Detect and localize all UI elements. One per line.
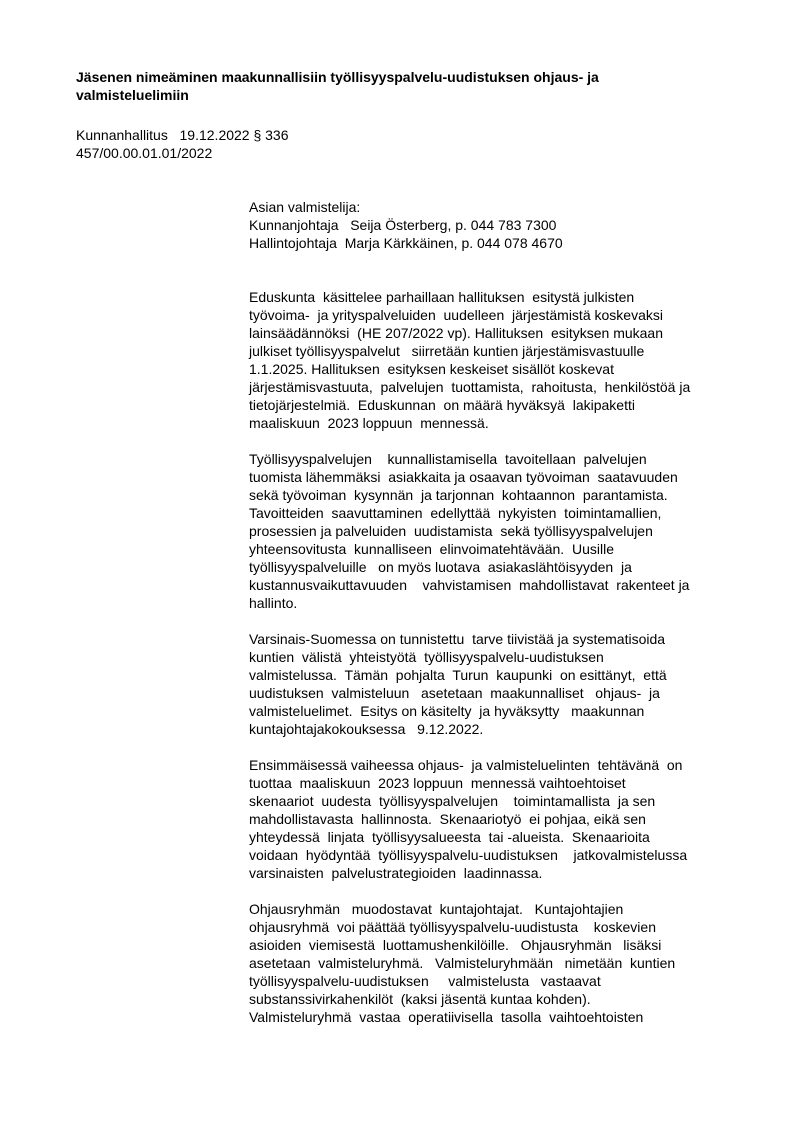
- title-line: valmisteluelimiin: [76, 87, 189, 103]
- record-id: 457/00.00.01.01/2022: [76, 145, 213, 161]
- paragraph-line: sekä työvoiman kysynnän ja tarjonnan kohtaannon parantamista.: [249, 487, 668, 503]
- paragraph-line: työvoima- ja yrityspalveluiden uudelleen järjestämistä koskevaksi: [249, 307, 663, 323]
- paragraph-line: tietojärjestelmiä. Eduskunnan on määrä hyväksyä lakipaketti: [249, 397, 635, 413]
- paragraph-line: Tavoitteiden saavuttaminen edellyttää nykyisten toimintamallien,: [249, 505, 662, 521]
- body-paragraph: [249, 756, 739, 882]
- paragraph-line: voidaan hyödyntää työllisyyspalvelu-uudistuksen jatkovalmistelussa: [249, 847, 688, 863]
- paragraph-line: yhteensovitusta kunnalliseen elinvoimatehtävään. Uusille: [249, 541, 614, 557]
- paragraph-line: Valmisteluryhmä vastaa operatiivisella tasolla vaihtoehtoisten: [249, 1009, 644, 1025]
- preparer-line: Kunnanjohtaja Seija Österberg, p. 044 783 7300: [249, 217, 557, 233]
- paragraph-line: työllisyyspalvelu-uudistuksen valmistelusta vastaavat: [249, 973, 601, 989]
- paragraph-line: kuntien välistä yhteistyötä työllisyyspalvelu-uudistuksen: [249, 649, 604, 665]
- paragraph-line: 1.1.2025. Hallituksen esityksen keskeiset sisällöt koskevat: [249, 361, 614, 377]
- paragraph-line: uudistuksen valmisteluun asetetaan maakunnalliset ohjaus- ja: [249, 685, 660, 701]
- preparer-heading: Asian valmistelija:: [249, 199, 361, 215]
- paragraph-line: mahdollistavasta hallinnosta. Skenaariotyö ei pohjaa, eikä sen: [249, 811, 646, 827]
- paragraph-line: skenaariot uudesta työllisyyspalvelujen toimintamallista ja sen: [249, 793, 656, 809]
- paragraph-line: järjestämisvastuuta, palvelujen tuottamista, rahoitusta, henkilöstöä ja: [249, 379, 691, 395]
- paragraph-line: työllisyyspalveluille on myös luotava asiakaslähtöisyyden ja: [249, 559, 632, 575]
- paragraph-line: varsinaisten palvelustrategioiden laadinnassa.: [249, 865, 543, 881]
- document-title: [76, 68, 716, 104]
- paragraph-line: Ohjausryhmän muodostavat kuntajohtajat. Kuntajohtajien: [249, 901, 624, 917]
- paragraph-line: Varsinais-Suomessa on tunnistettu tarve tiivistää ja systematisoida: [249, 631, 666, 647]
- paragraph-line: substanssivirkahenkilöt (kaksi jäsentä kuntaa kohden).: [249, 991, 591, 1007]
- meeting-reference: Kunnanhallitus 19.12.2022 § 336: [76, 127, 289, 143]
- preparer-line: Hallintojohtaja Marja Kärkkäinen, p. 044 078 4670: [249, 235, 563, 251]
- paragraph-line: maaliskuun 2023 loppuun mennessä.: [249, 415, 489, 431]
- paragraph-line: julkiset työllisyyspalvelut siirretään kuntien järjestämisvastuulle: [249, 343, 645, 359]
- paragraph-line: lainsäädännöksi (HE 207/2022 vp). Hallituksen esityksen mukaan: [249, 325, 664, 341]
- preparer-block: [249, 198, 563, 252]
- body-paragraph: [249, 450, 739, 612]
- paragraph-line: tuomista lähemmäksi asiakkaita ja osaavan työvoiman saatavuuden: [249, 469, 678, 485]
- paragraph-line: valmisteluelimet. Esitys on käsitelty ja hyväksytty maakunnan: [249, 703, 645, 719]
- body-paragraph: [249, 630, 739, 738]
- paragraph-line: asioiden viemisestä luottamushenkilöille. Ohjausryhmän lisäksi: [249, 937, 662, 953]
- paragraph-line: kuntajohtajakokouksessa 9.12.2022.: [249, 721, 484, 737]
- document-body: [249, 288, 739, 1044]
- paragraph-line: yhteydessä linjata työllisyysalueesta tai -alueista. Skenaarioita: [249, 829, 650, 845]
- paragraph-line: Ensimmäisessä vaiheessa ohjaus- ja valmisteluelinten tehtävänä on: [249, 757, 683, 773]
- paragraph-line: Eduskunta käsittelee parhaillaan hallituksen esitystä julkisten: [249, 289, 635, 305]
- paragraph-line: asetetaan valmisteluryhmä. Valmisteluryhmään nimetään kuntien: [249, 955, 676, 971]
- body-paragraph: [249, 288, 739, 432]
- paragraph-line: prosessien ja palveluiden uudistamista sekä työllisyyspalvelujen: [249, 523, 653, 539]
- paragraph-line: hallinto.: [249, 595, 298, 611]
- title-line: Jäsenen nimeäminen maakunnallisiin työllisyyspalvelu-uudistuksen ohjaus- ja: [76, 69, 599, 85]
- body-paragraph: [249, 900, 739, 1026]
- paragraph-line: ohjausryhmä voi päättää työllisyyspalvelu-uudistusta koskevien: [249, 919, 656, 935]
- meeting-info: [76, 126, 289, 162]
- paragraph-line: kustannusvaikuttavuuden vahvistamisen mahdollistavat rakenteet ja: [249, 577, 690, 593]
- paragraph-line: Työllisyyspalvelujen kunnallistamisella tavoitellaan palvelujen: [249, 451, 647, 467]
- paragraph-line: valmistelussa. Tämän pohjalta Turun kaupunki on esittänyt, että: [249, 667, 667, 683]
- paragraph-line: tuottaa maaliskuun 2023 loppuun mennessä vaihtoehtoiset: [249, 775, 626, 791]
